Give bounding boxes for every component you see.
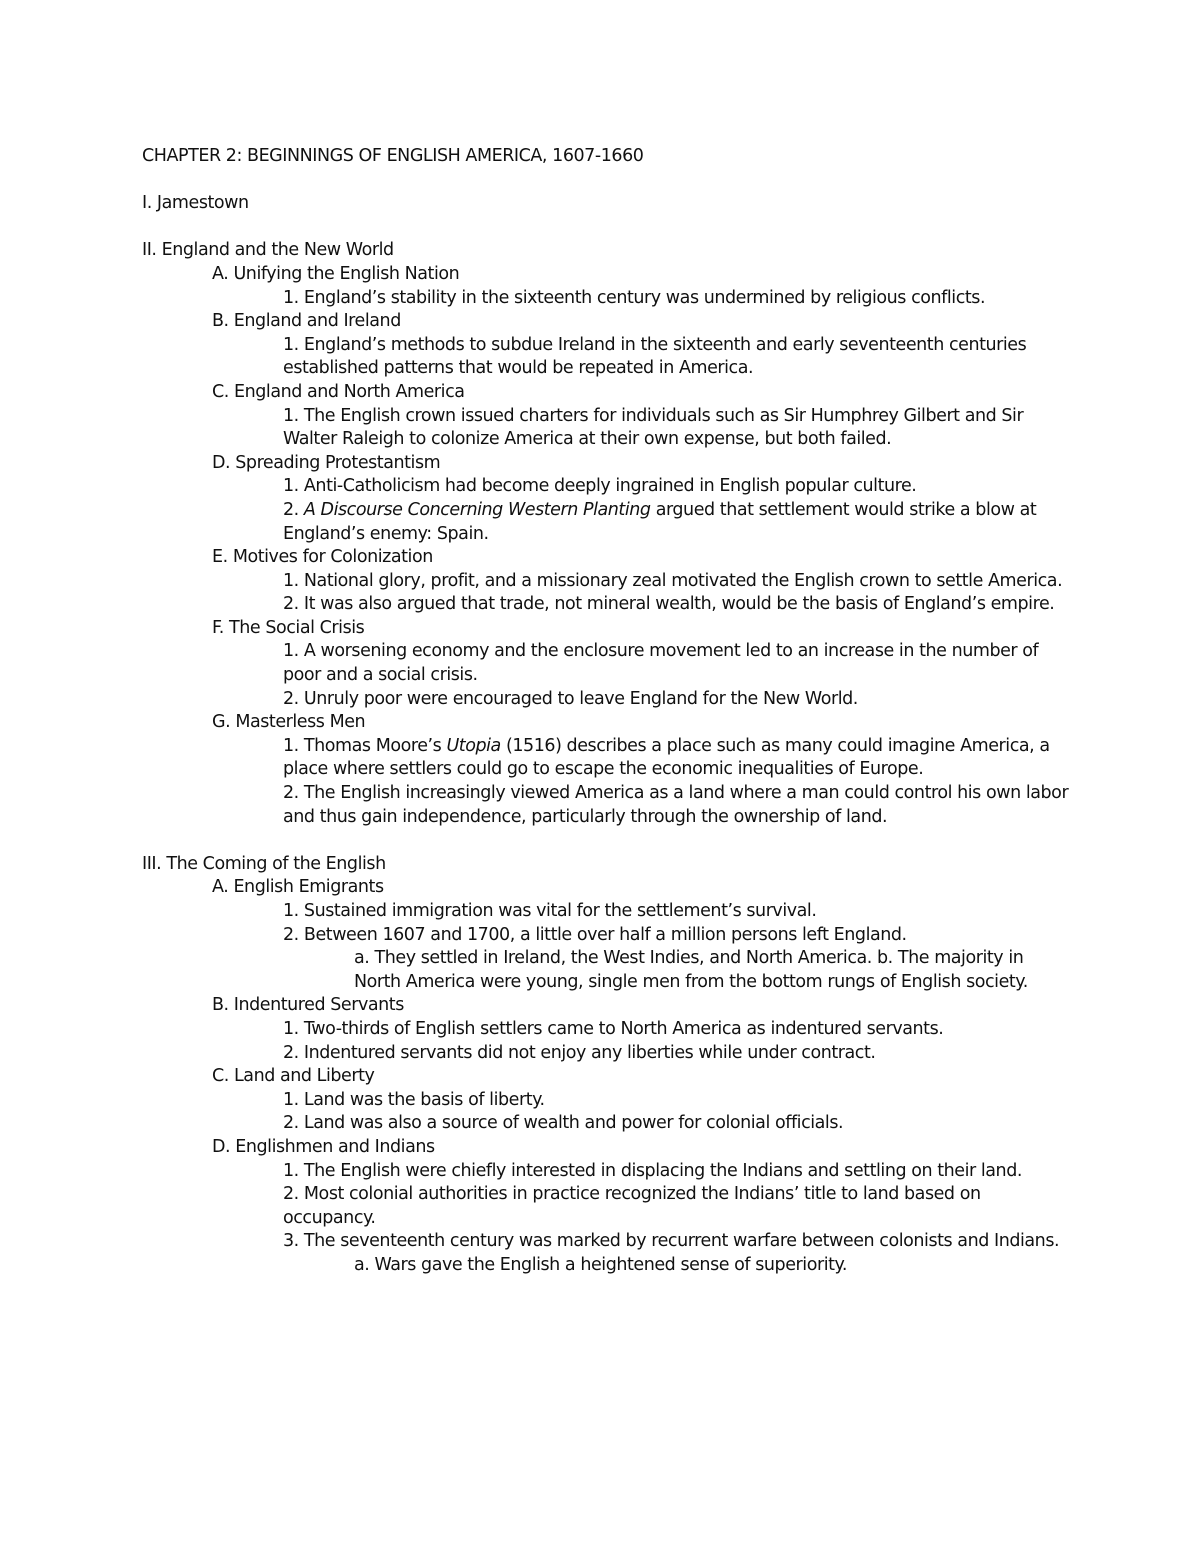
outline-point: 1. England’s methods to subdue Ireland in the sixteenth and early seventeenth centuries established patterns that would be repeated in America.: [283, 334, 1027, 379]
point-text: 1. Thomas Moore’s: [283, 735, 442, 756]
outline-point: [142, 499, 1072, 546]
outline-point: 3. The seventeenth century was marked by recurrent warfare between colonists and Indians.: [283, 1231, 1060, 1252]
section-heading: II. England and the New World: [142, 240, 394, 261]
outline-point: 1. National glory, profit, and a missionary zeal motivated the English crown to settle America.: [283, 570, 1063, 591]
section-heading: I. Jamestown: [142, 193, 249, 214]
point-text: (1516) describes a place such as many could imagine America, a place where settlers could go to escape the economic inequalities of Europe.: [283, 735, 1050, 780]
spacer: [142, 829, 1072, 853]
work-title: Utopia: [446, 735, 501, 756]
outline-point: 2. Land was also a source of wealth and power for colonial officials.: [283, 1113, 844, 1134]
subsection-heading: G. Masterless Men: [212, 712, 366, 733]
subsection-heading: D. Englishmen and Indians: [212, 1136, 435, 1157]
outline-subpoint: a. Wars gave the English a heightened sense of superiority.: [354, 1254, 848, 1275]
subsection-heading: E. Motives for Colonization: [212, 547, 433, 568]
outline-point: 2. It was also argued that trade, not mineral wealth, would be the basis of England’s empire.: [283, 594, 1055, 615]
outline-point: 1. The English were chiefly interested in displacing the Indians and settling on their land.: [283, 1160, 1022, 1181]
subsection-heading: B. England and Ireland: [212, 311, 401, 332]
subsection-heading: B. Indentured Servants: [212, 995, 404, 1016]
outline-point: [142, 735, 1072, 782]
outline-subpoint: a. They settled in Ireland, the West Indies, and North America. b. The majority in North America were young, single men from the bottom rungs of English society.: [354, 948, 1028, 992]
section-heading: III. The Coming of the English: [142, 853, 386, 874]
outline: [142, 145, 1072, 1278]
outline-point: 1. A worsening economy and the enclosure movement led to an increase in the number of poor and a social crisis.: [283, 641, 1039, 686]
outline-point: 2. Between 1607 and 1700, a little over half a million persons left England.: [283, 924, 907, 945]
subsection-heading: C. Land and Liberty: [212, 1066, 375, 1087]
outline-point: 1. Anti-Catholicism had become deeply ingrained in English popular culture.: [283, 476, 917, 497]
work-title: A Discourse Concerning Western Planting: [303, 499, 651, 520]
outline-point: 1. Sustained immigration was vital for the settlement’s survival.: [283, 901, 817, 921]
subsection-heading: A. Unifying the English Nation: [212, 263, 460, 284]
outline-point: 1. Two-thirds of English settlers came to North America as indentured servants.: [283, 1018, 944, 1039]
subsection-heading: A. English Emigrants: [212, 877, 384, 898]
point-number: 2.: [283, 499, 299, 520]
spacer: [142, 216, 1072, 240]
subsection-heading: C. England and North America: [212, 381, 465, 402]
outline-point: 2. The English increasingly viewed America as a land where a man could control his own labor and thus gain independence, particularly through the ownership of land.: [283, 783, 1069, 827]
outline-point: 1. The English crown issued charters for individuals such as Sir Humphrey Gilbert and Sir Walter Raleigh to colonize America at their own expense, but both failed.: [283, 405, 1024, 450]
outline-point: 2. Indentured servants did not enjoy any liberties while under contract.: [283, 1042, 876, 1063]
subsection-heading: F. The Social Crisis: [212, 617, 365, 638]
point-text: argued that settlement would strike a blow at England’s enemy: Spain.: [283, 499, 1037, 544]
spacer: [142, 169, 1072, 193]
chapter-title: CHAPTER 2: BEGINNINGS OF ENGLISH AMERICA, 1607-1660: [142, 146, 644, 166]
outline-point: 2. Most colonial authorities in practice recognized the Indians’ title to land based on occupancy.: [283, 1184, 981, 1228]
subsection-heading: D. Spreading Protestantism: [212, 452, 441, 473]
outline-point: 2. Unruly poor were encouraged to leave England for the New World.: [283, 688, 858, 709]
outline-point: 1. England’s stability in the sixteenth century was undermined by religious conflicts.: [283, 287, 986, 308]
outline-point: 1. Land was the basis of liberty.: [283, 1089, 545, 1110]
